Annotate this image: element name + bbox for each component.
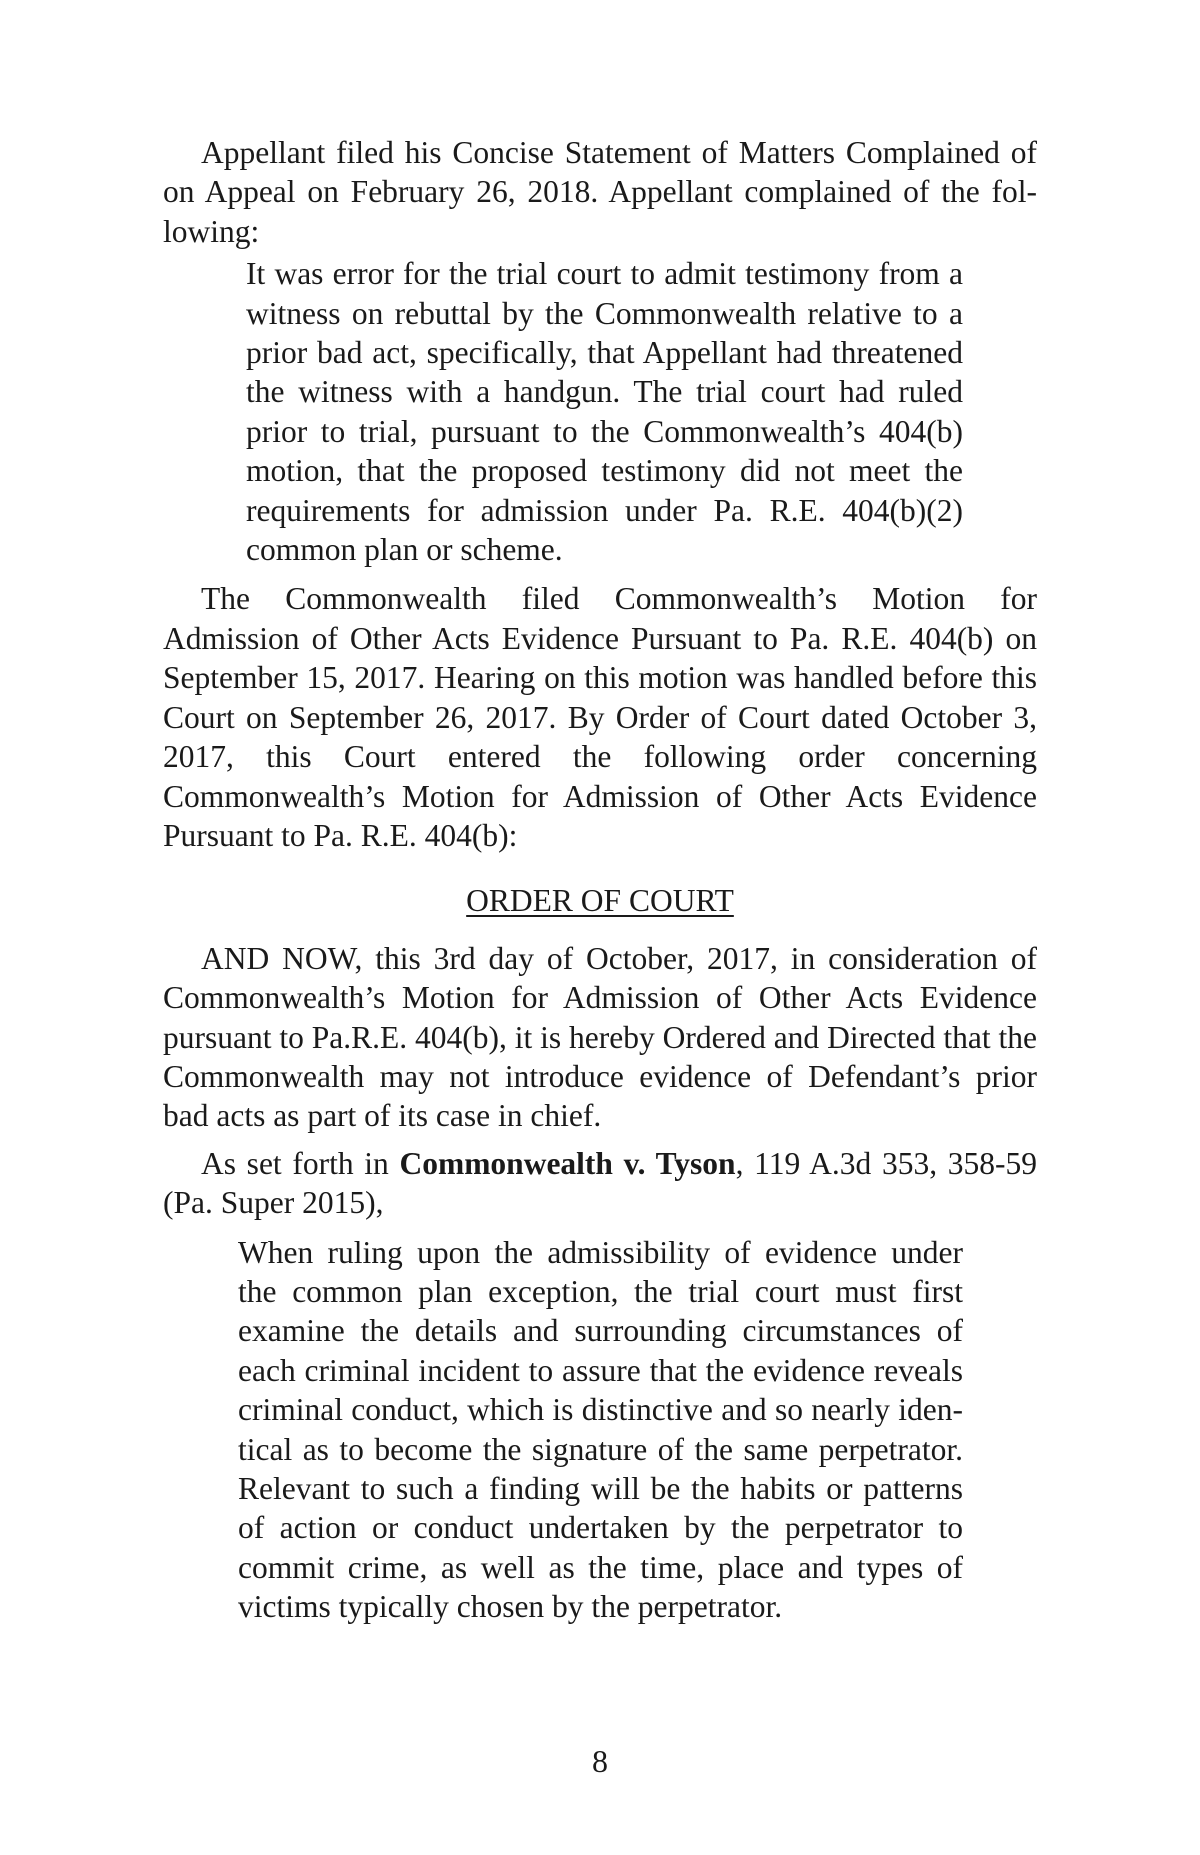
body-text	[163, 133, 1037, 1627]
paragraph-commonwealth-motion: The Commonwealth filed Commonwealth’s Motion for Admission of Other Acts Evidence Pursuant to Pa. R.E. 404(b) on September 15, 2017. Hearing on this motion was handled before this Court on September 26, 2017. By Order of Court dated October 3, 2017, this Court entered the following order concerning Commonwealth’s Motion for Admission of Other Acts Evidence Pursuant to Pa. R.E. 404(b):	[163, 581, 1037, 853]
case-name: Commonwealth v. Tyson	[399, 1145, 736, 1181]
paragraph-tyson-citation	[163, 1144, 1037, 1223]
block-quote-tyson: When ruling upon the admissibility of evidence under the common plan exception, the trial court must first examine the details and surrounding circumstances of each criminal incident to assure that the evidence reveals criminal conduct, which is distinctive and so nearly identical as to become the signature of the same perpetrator. Relevant to such a finding will be the habits or patterns of action or conduct undertaken by the perpetrator to commit crime, as well as the time, place and types of victims typically chosen by the perpetrator.	[238, 1234, 963, 1625]
page-number: 8	[592, 1743, 608, 1779]
order-heading: ORDER OF COURT	[466, 883, 734, 919]
block-quote-complaint: It was error for the trial court to admit testimony from a witness on rebuttal by the Commonwealth relative to a prior bad act, specifically, that Appellant had threatened the witness with a handgun. The trial court had ruled prior to trial, pursuant to the Commonwealth’s 404(b) motion, that the proposed testimony did not meet the requirements for admission under Pa. R.E. 404(b)(2) common plan or scheme.	[246, 256, 963, 568]
paragraph-order-text: AND NOW, this 3rd day of October, 2017, in consideration of Commonwealth’s Motion for Admission of Other Acts Evidence pursuant to Pa.R.E. 404(b), it is hereby Ordered and Directed that the Commonwealth may not introduce evidence of Defendant’s prior bad acts as part of its case in chief.	[163, 940, 1037, 1134]
citation-reference: , 119 A.3d 353, 358-59 (Pa. Super 2015),	[163, 1145, 1037, 1221]
paragraph-concise-statement: Appellant filed his Concise Statement of Matters Complained of on Appeal on February 26, 2018. Appellant complained of the following:	[163, 135, 1037, 249]
citation-lead-text: As set forth in	[201, 1145, 400, 1181]
